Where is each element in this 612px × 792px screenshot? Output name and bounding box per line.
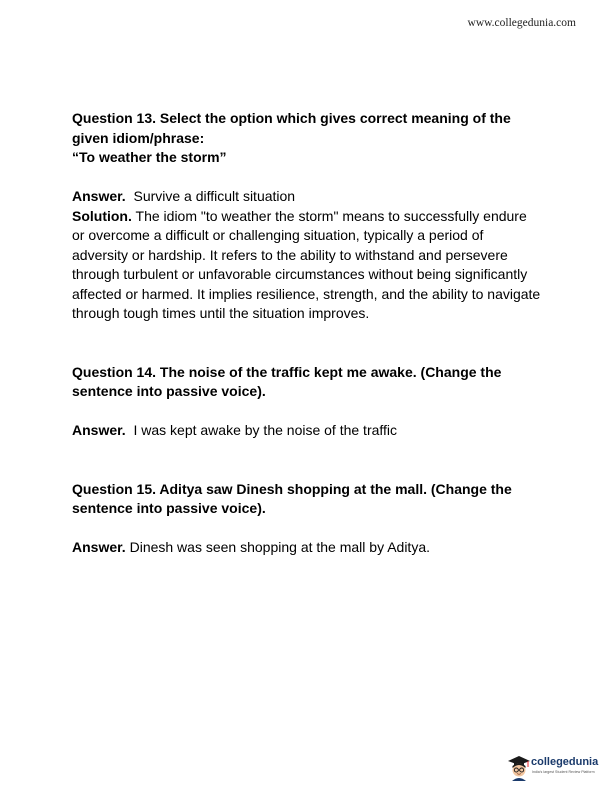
answer-line	[72, 421, 542, 441]
answer-label: Answer.	[72, 188, 126, 204]
answer-line	[72, 538, 542, 558]
answer-text: Dinesh was seen shopping at the mall by Aditya.	[125, 539, 430, 555]
solution-text: through turbulent or unfavorable circumstances without being significantly	[72, 266, 528, 282]
solution-text: The idiom "to weather the storm" means to successfully endure	[131, 207, 527, 224]
question-title-line: Question 13. Select the option which gives correct meaning of the	[72, 110, 511, 126]
question-title-line: Question 14. The noise of the traffic kept me awake. (Change the	[72, 363, 502, 380]
question-title-line: sentence into passive voice).	[72, 383, 266, 399]
graduate-mascot-icon	[506, 753, 532, 781]
solution-text: through tough times until the situation improves.	[72, 305, 370, 321]
document-body	[72, 109, 542, 558]
logo-wordmark: collegedunia	[531, 756, 599, 768]
answer-label: Answer.	[72, 422, 126, 438]
answer-text: Survive a difficult situation	[125, 188, 296, 204]
site-url[interactable]: www.collegedunia.com	[467, 17, 576, 29]
answer-text: I was kept awake by the noise of the traffic	[125, 422, 398, 438]
solution-text: affected or harmed. It implies resilience, strength, and the ability to navigate	[72, 285, 541, 302]
question-title-line: sentence into passive voice).	[72, 500, 266, 516]
question-phrase: “To weather the storm”	[72, 149, 227, 165]
solution-text: or overcome a difficult or challenging situation, typically a period of	[72, 227, 484, 243]
answer-line	[72, 187, 542, 207]
answer-label: Answer.	[72, 539, 126, 555]
solution-text: adversity or hardship. It refers to the ability to withstand and persevere	[72, 246, 508, 263]
question-title-line: given idiom/phrase:	[72, 129, 205, 146]
collegedunia-logo[interactable]	[506, 753, 602, 781]
question-13	[72, 109, 542, 324]
question-15	[72, 480, 542, 558]
question-title-line: Question 15. Aditya saw Dinesh shopping at the mall. (Change the	[72, 480, 512, 497]
solution-label: Solution.	[72, 207, 132, 224]
question-14	[72, 363, 542, 441]
solution-line	[72, 207, 542, 227]
logo-tagline: India's largest Student Review Platform	[532, 770, 595, 774]
